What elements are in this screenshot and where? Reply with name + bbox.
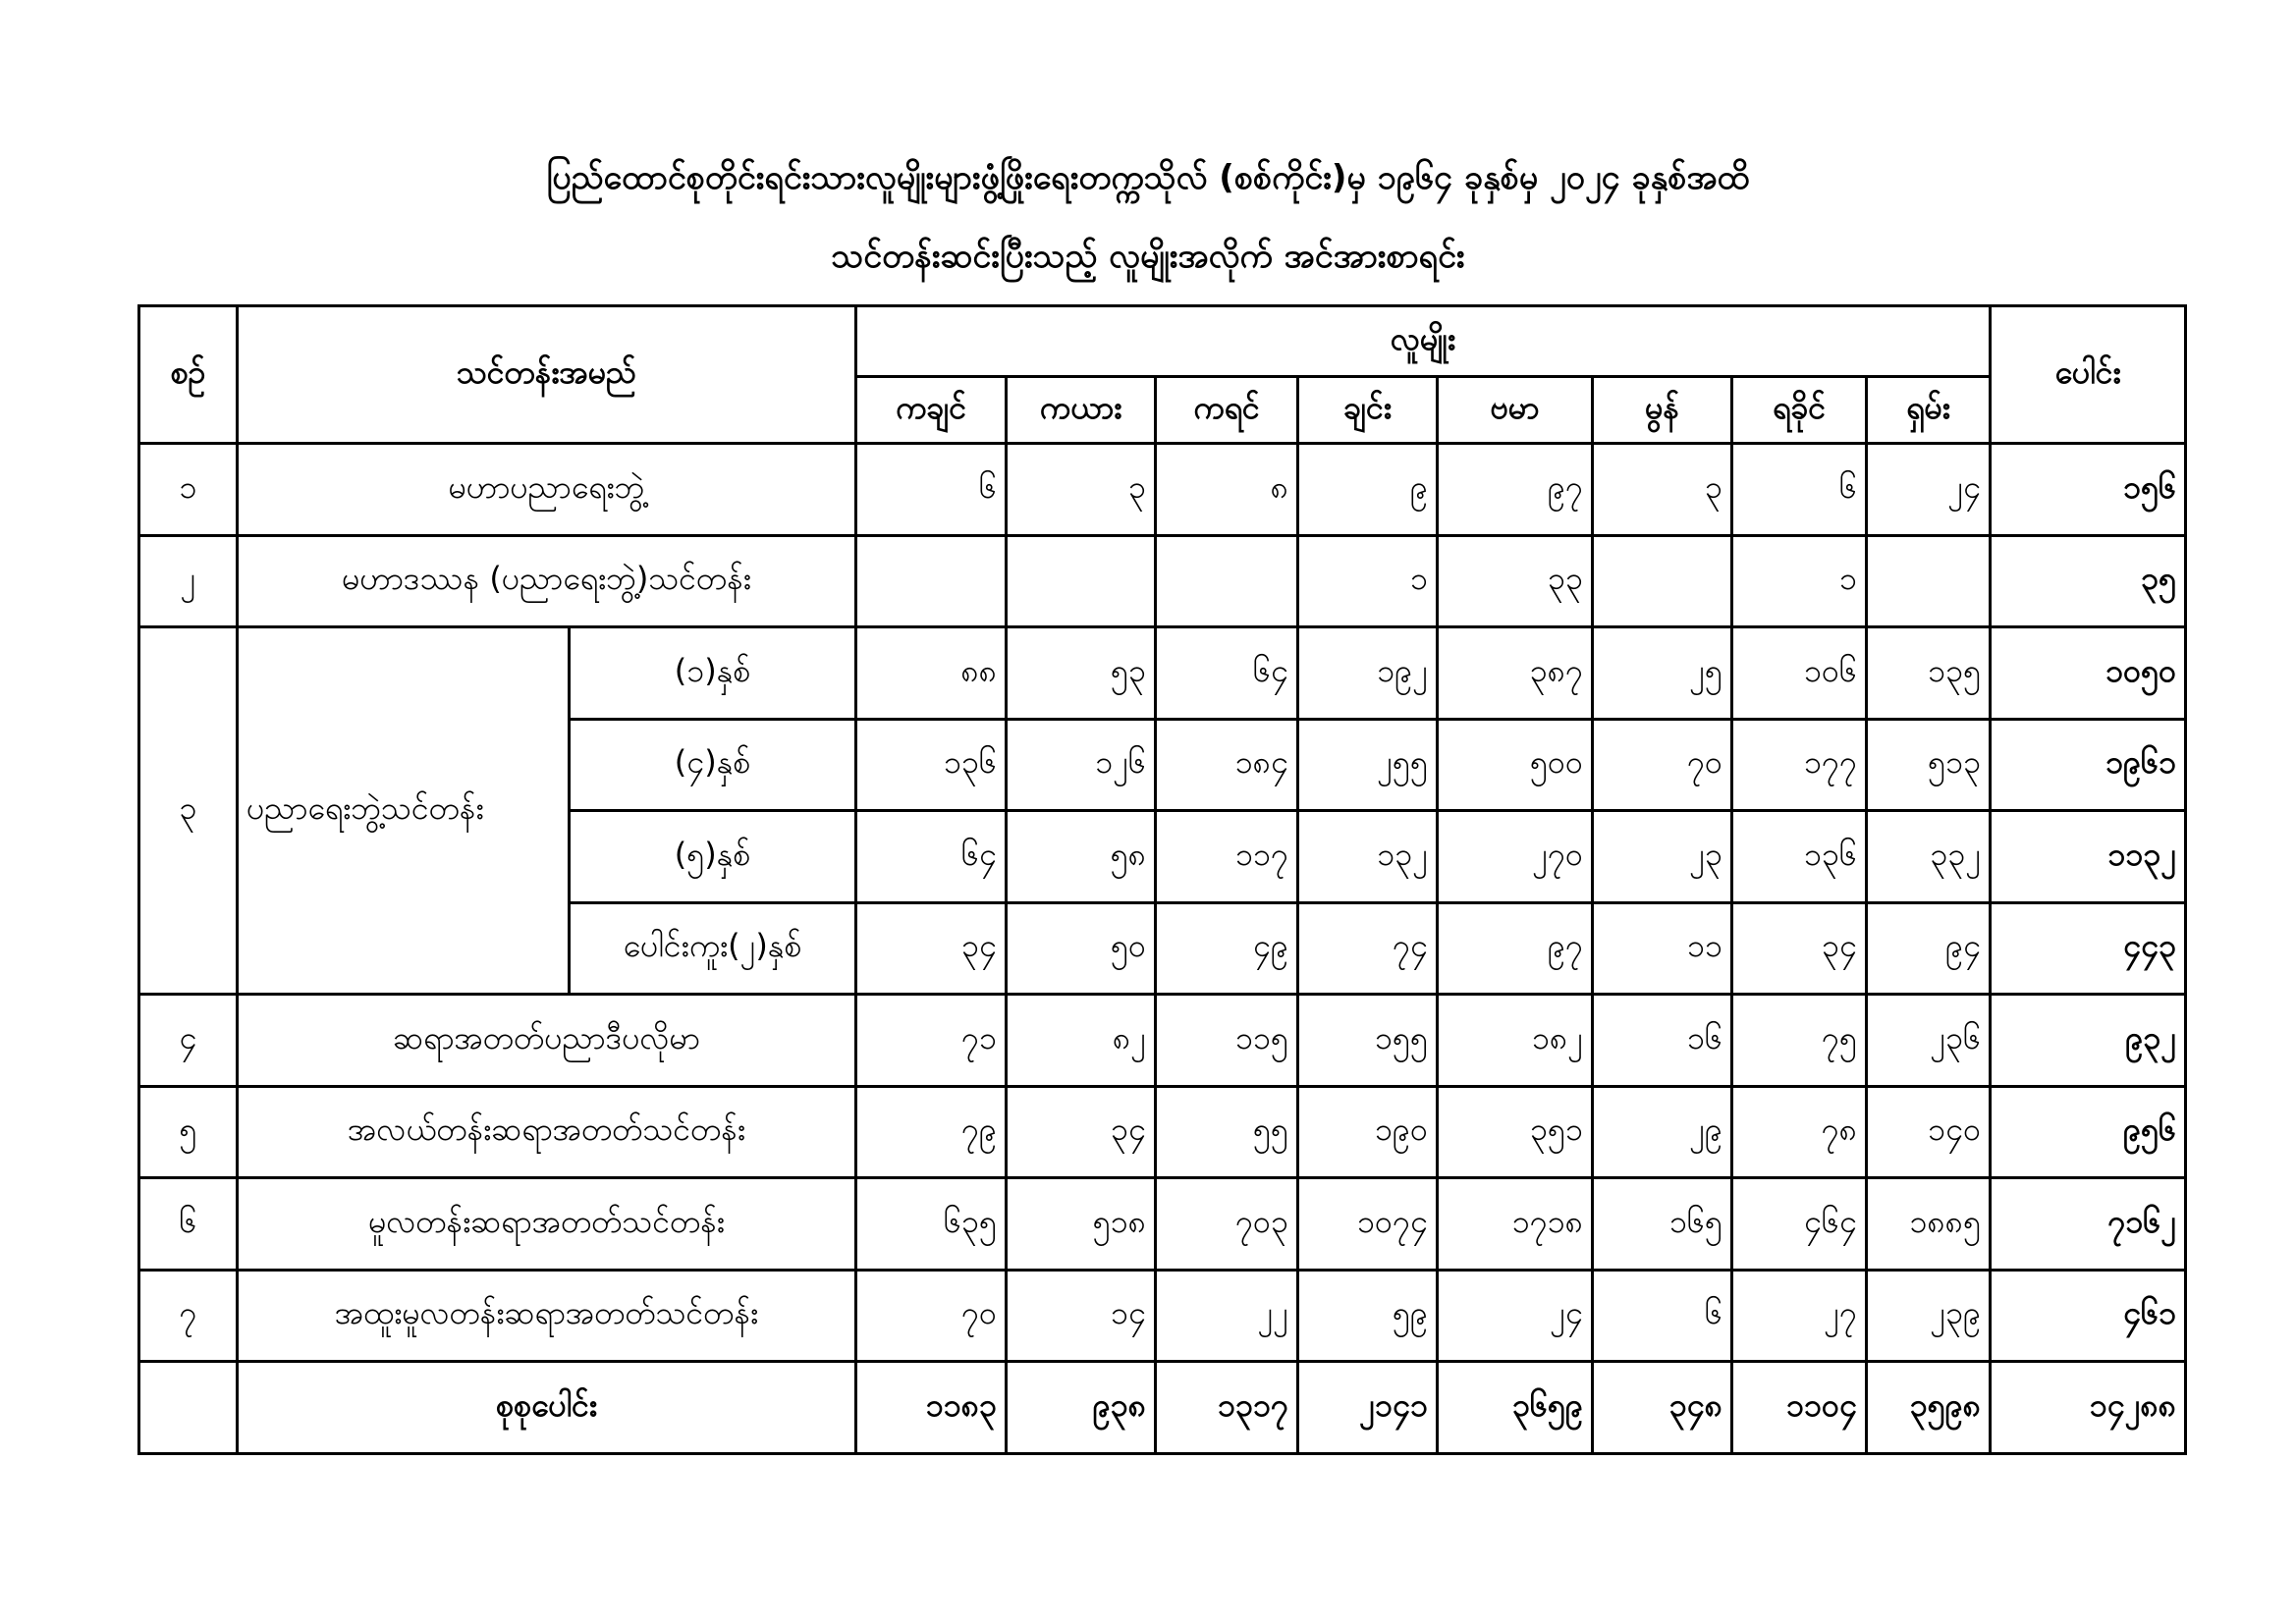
serial-number: ၃ <box>139 627 238 995</box>
row-total: ၇၁၆၂ <box>1991 1178 2186 1271</box>
table-cell: ၁၁၅ <box>1156 995 1298 1087</box>
table-cell: ၅၀၀ <box>1438 719 1593 811</box>
table-cell: ၁၄ <box>1007 1270 1156 1362</box>
table-cell: ၃၄ <box>1732 902 1867 995</box>
row-total: ၉၅၆ <box>1991 1086 2186 1178</box>
course-header: သင်တန်းအမည် <box>238 306 856 444</box>
table-cell: ၆ <box>1593 1270 1732 1362</box>
grand-total-cell: ၃၄၈ <box>1593 1362 1732 1454</box>
table-cell: ၁၇၁၈ <box>1438 1178 1593 1271</box>
course-duration: (၁)နှစ် <box>570 627 856 720</box>
table-cell: ၂၉ <box>1593 1086 1732 1178</box>
table-cell: ၂၂ <box>1156 1270 1298 1362</box>
table-cell: ၄၉ <box>1156 902 1298 995</box>
course-name: ပညာရေးဘွဲ့သင်တန်း <box>238 627 570 995</box>
table-cell: ၁၂၆ <box>1007 719 1156 811</box>
table-cell: ၂၄ <box>1867 444 1991 536</box>
table-cell: ၆၃၅ <box>856 1178 1007 1271</box>
table-cell: ၂၄ <box>1438 1270 1593 1362</box>
row-total: ၄၄၃ <box>1991 902 2186 995</box>
table-cell: ၃၄ <box>1007 1086 1156 1178</box>
group-header-rakhine: ရခိုင် <box>1732 377 1867 444</box>
table-cell: ၃ <box>1593 444 1732 536</box>
table-cell: ၇၁ <box>856 995 1007 1087</box>
table-cell: ၉ <box>1298 444 1438 536</box>
row-total: ၃၅ <box>1991 535 2186 627</box>
table-cell: ၃ <box>1007 444 1156 536</box>
table-cell: ၁၁၇ <box>1156 811 1298 903</box>
table-cell: ၅၀ <box>1007 902 1156 995</box>
serial-number: ၄ <box>139 995 238 1087</box>
table-cell: ၂၅၅ <box>1298 719 1438 811</box>
table-cell <box>1867 535 1991 627</box>
table-cell: ၁၁ <box>1593 902 1732 995</box>
table-cell: ၇၅ <box>1732 995 1867 1087</box>
grand-total-label: စုစုပေါင်း <box>238 1362 856 1454</box>
group-header-chin: ချင်း <box>1298 377 1438 444</box>
table-cell: ၂၃ <box>1593 811 1732 903</box>
course-name: ဆရာအတတ်ပညာဒီပလိုမာ <box>238 995 856 1087</box>
serial-number: ၂ <box>139 535 238 627</box>
serial-number: ၇ <box>139 1270 238 1362</box>
table-cell: ၅၈ <box>1007 811 1156 903</box>
table-cell: ၇၄ <box>1298 902 1438 995</box>
serial-number: ၆ <box>139 1178 238 1271</box>
table-cell: ၁၇၇ <box>1732 719 1867 811</box>
table-cell: ၂၇၀ <box>1438 811 1593 903</box>
graduates-table <box>137 304 2187 1455</box>
table-cell: ၆၄ <box>856 811 1007 903</box>
course-name: အလယ်တန်းဆရာအတတ်သင်တန်း <box>238 1086 856 1178</box>
serial-number: ၅ <box>139 1086 238 1178</box>
group-header-kachin: ကချင် <box>856 377 1007 444</box>
table-row <box>139 535 2186 627</box>
row-total: ၄၆၁ <box>1991 1270 2186 1362</box>
table-row <box>139 1178 2186 1271</box>
row-total: ၁၉၆၁ <box>1991 719 2186 811</box>
table-cell: ၇၀၃ <box>1156 1178 1298 1271</box>
table-cell: ၁ <box>1732 535 1867 627</box>
course-duration: ပေါင်းကူး(၂)နှစ် <box>570 902 856 995</box>
table-cell: ၈ <box>1156 444 1298 536</box>
group-header-kayin: ကရင် <box>1156 377 1298 444</box>
table-cell: ၁၈၄ <box>1156 719 1298 811</box>
table-cell: ၆ <box>1732 444 1867 536</box>
table-cell: ၅၁၃ <box>1867 719 1991 811</box>
table-cell: ၁၆ <box>1593 995 1732 1087</box>
course-name: မူလတန်းဆရာအတတ်သင်တန်း <box>238 1178 856 1271</box>
grand-total-cell: ၁၃၁၇ <box>1156 1362 1298 1454</box>
table-cell: ၅၉ <box>1298 1270 1438 1362</box>
table-cell: ၁၀၇၄ <box>1298 1178 1438 1271</box>
grand-total-cell: ၂၁၄၁ <box>1298 1362 1438 1454</box>
table-cell: ၆ <box>856 444 1007 536</box>
table-cell <box>1593 535 1732 627</box>
table-cell: ၁၆၅ <box>1593 1178 1732 1271</box>
row-total: ၁၀၅၀ <box>1991 627 2186 720</box>
table-cell: ၅၃ <box>1007 627 1156 720</box>
table-row <box>139 444 2186 536</box>
table-cell: ၂၅ <box>1593 627 1732 720</box>
table-row <box>139 627 2186 720</box>
table-cell: ၁၄၀ <box>1867 1086 1991 1178</box>
grand-total-cell: ၁၁၈၃ <box>856 1362 1007 1454</box>
table-cell: ၉၇ <box>1438 444 1593 536</box>
table-cell: ၉၇ <box>1438 902 1593 995</box>
table-cell: ၅၅ <box>1156 1086 1298 1178</box>
table-cell: ၁၀၆ <box>1732 627 1867 720</box>
course-duration: (၅)နှစ် <box>570 811 856 903</box>
table-cell: ၇၉ <box>856 1086 1007 1178</box>
table-cell: ၂၃၆ <box>1867 995 1991 1087</box>
table-row <box>139 1270 2186 1362</box>
table-cell <box>1156 535 1298 627</box>
course-duration: (၄)နှစ် <box>570 719 856 811</box>
table-cell: ၁၉၀ <box>1298 1086 1438 1178</box>
group-header-shan: ရှမ်း <box>1867 377 1991 444</box>
table-cell: ၁၃၅ <box>1867 627 1991 720</box>
table-cell: ၅၁၈ <box>1007 1178 1156 1271</box>
grand-total-empty <box>139 1362 238 1454</box>
document-title: ပြည်ထောင်စုတိုင်းရင်းသားလူမျိုးများဖွံ့ဖြိုးရေးတက္ကသိုလ် (စစ်ကိုင်း)မှ ၁၉၆၄ ခုနှစ်မှ ၂၀၂၄ ခုနှစ်အထိ <box>546 158 1750 197</box>
grand-total-cell: ၃၅၉၈ <box>1867 1362 1991 1454</box>
sr-header: စဉ် <box>139 306 238 444</box>
course-name: အထူးမူလတန်းဆရာအတတ်သင်တန်း <box>238 1270 856 1362</box>
table-cell: ၃၄ <box>856 902 1007 995</box>
document-subtitle: သင်တန်းဆင်းပြီးသည့် လူမျိုးအလိုက် အင်အားစာရင်း <box>831 237 1465 276</box>
table-cell: ၄၆၄ <box>1732 1178 1867 1271</box>
table-row <box>139 1086 2186 1178</box>
table-cell: ၂၃၉ <box>1867 1270 1991 1362</box>
group-header-bamar: ဗမာ <box>1438 377 1593 444</box>
table-cell: ၃၈၇ <box>1438 627 1593 720</box>
table-cell: ၁၈၈၅ <box>1867 1178 1991 1271</box>
row-total: ၁၁၃၂ <box>1991 811 2186 903</box>
table-cell: ၁ <box>1298 535 1438 627</box>
grand-total-cell: ၉၃၈ <box>1007 1362 1156 1454</box>
row-total: ၉၃၂ <box>1991 995 2186 1087</box>
course-name: မဟာဒဿန (ပညာရေးဘွဲ့)သင်တန်း <box>238 535 856 627</box>
table-cell: ၇၈ <box>1732 1086 1867 1178</box>
table-cell: ၁၈၂ <box>1438 995 1593 1087</box>
serial-number: ၁ <box>139 444 238 536</box>
table-cell: ၃၃ <box>1438 535 1593 627</box>
table-cell: ၁၃၆ <box>1732 811 1867 903</box>
table-cell: ၁၃၂ <box>1298 811 1438 903</box>
table-row <box>139 995 2186 1087</box>
table-cell: ၁၃၆ <box>856 719 1007 811</box>
table-cell: ၇၀ <box>1593 719 1732 811</box>
table-cell: ၇၀ <box>856 1270 1007 1362</box>
table-cell: ၃၃၂ <box>1867 811 1991 903</box>
grand-total-sum: ၁၄၂၈၈ <box>1991 1362 2186 1454</box>
table-cell: ၂၇ <box>1732 1270 1867 1362</box>
group-header-mon: မွန် <box>1593 377 1732 444</box>
table-cell: ၁၉၂ <box>1298 627 1438 720</box>
grand-total-cell: ၃၆၅၉ <box>1438 1362 1593 1454</box>
grand-total-row <box>139 1362 2186 1454</box>
group-header-kayah: ကယား <box>1007 377 1156 444</box>
table-cell <box>1007 535 1156 627</box>
course-name: မဟာပညာရေးဘွဲ့ <box>238 444 856 536</box>
table-cell: ၆၄ <box>1156 627 1298 720</box>
table-cell: ၁၅၅ <box>1298 995 1438 1087</box>
table-cell: ၈၈ <box>856 627 1007 720</box>
table-cell: ၈၂ <box>1007 995 1156 1087</box>
row-total: ၁၅၆ <box>1991 444 2186 536</box>
ethnicity-header: လူမျိုး <box>856 306 1991 377</box>
table-cell: ၉၄ <box>1867 902 1991 995</box>
total-header: ပေါင်း <box>1991 306 2186 444</box>
grand-total-cell: ၁၁၀၄ <box>1732 1362 1867 1454</box>
table-cell: ၃၅၁ <box>1438 1086 1593 1178</box>
table-cell <box>856 535 1007 627</box>
